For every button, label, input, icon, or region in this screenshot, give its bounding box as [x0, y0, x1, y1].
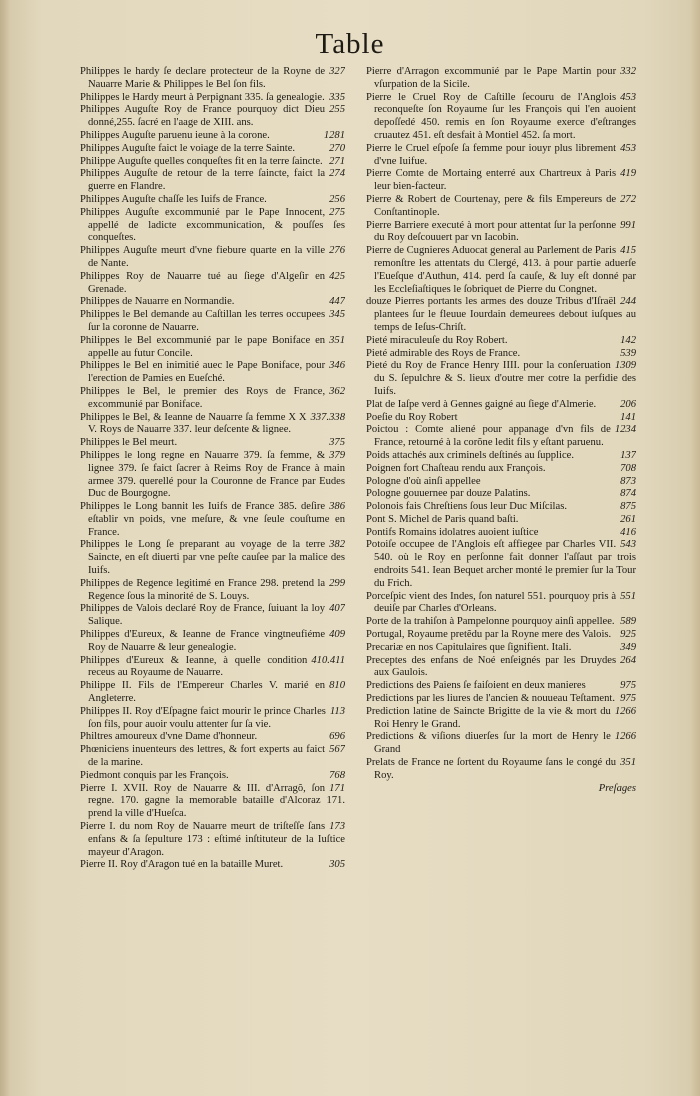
entry-text: Pologne d'où ainſi appellee — [366, 475, 481, 487]
entry-text: Pierre I. XVII. Roy de Nauarre & III. d'Arragõ, ſon regne. 170. gagne la memorable bataille d'Alcoraz 171. prend la ville d'Hueſca. — [80, 782, 345, 820]
entry-text: Potoiſe occupee de l'Anglois eſt affiegee par Charles VII. 540. où le Roy en perſonne fait donner l'aſſaut par trois endroits 541. Iean Bequet archer monté le premier ſur la Tour du Frich. — [366, 539, 636, 589]
entry-page-number: 589 — [620, 616, 636, 628]
entry-page-number: 453 — [620, 91, 636, 103]
index-entry — [366, 539, 636, 590]
index-entry — [366, 501, 636, 514]
index-entry — [80, 156, 345, 169]
entry-page-number: 173 — [329, 821, 345, 833]
entry-page-number: 327 — [329, 66, 345, 77]
entry-page-number: 142 — [620, 334, 636, 346]
entry-text: Piedmont conquis par les François. — [80, 769, 229, 781]
entry-page-number: 410.411 — [311, 654, 345, 666]
entry-text: Predictions des Paiens ſe faiſoient en deux manieres — [366, 680, 586, 692]
entry-text: Philippe Auguſte quelles conqueſtes fit en la terre ſaincte. — [80, 155, 323, 167]
entry-text: Philippes de Regence legitimé en France 298. pretend la Regence ſous la minorité de S. Louys. — [80, 577, 326, 602]
entry-page-number: 113 — [329, 705, 345, 717]
index-entry — [80, 386, 345, 412]
right-column — [366, 66, 636, 1090]
entry-text: Pierre Comte de Mortaing enterré aux Chartreux à Paris leur bien-facteur. — [366, 168, 617, 193]
index-entry — [80, 296, 345, 309]
index-entry — [366, 143, 636, 169]
index-entry — [366, 412, 636, 425]
entry-text: Philippes Auguſte chaſſe les Iuifs de France. — [80, 193, 267, 205]
entry-page-number: 271 — [329, 155, 345, 167]
entry-page-number: 425 — [329, 270, 345, 282]
index-entry — [80, 706, 345, 732]
entry-text: Philippes le long regne en Nauarre 379. ſa femme, & lignee 379. ſe faict ſacrer à Reims Roy de France à main armee 379. querellé pour la Couronne de France par Eudes Duc de Bourgogne. — [80, 449, 345, 500]
index-entry — [80, 731, 345, 744]
entry-text: Pierre & Robert de Courtenay, pere & fils Empereurs de Conſtantinople. — [366, 193, 617, 218]
entry-page-number: 768 — [329, 769, 345, 781]
entry-text: Philippes d'Eureux & Ieanne, à quelle condition receus au Royaume de Nauarre. — [80, 654, 308, 679]
entry-text: Philippes Auguſte de retour de la terre ſaincte, faict la guerre en Flandre. — [80, 168, 326, 193]
entry-text: Philippe II. Fils de l'Empereur Charles V. marié en Angleterre. — [80, 680, 326, 705]
left-column — [80, 66, 345, 1090]
entry-text: Philippes le Bel demande au Caſtillan les terres occupees ſur la coronne de Nauarre. — [80, 309, 326, 333]
page-right-shadow — [690, 0, 700, 1096]
entry-page-number: 264 — [620, 654, 636, 666]
entry-page-number: 874 — [620, 488, 636, 500]
entry-text: Porte de la trahiſon à Pampelonne pourquoy ainſi appellee. — [366, 616, 615, 628]
index-entry — [80, 66, 345, 92]
index-entry — [366, 591, 636, 617]
index-entry — [80, 271, 345, 297]
entry-page-number: 1281 — [323, 129, 345, 141]
index-entry — [366, 463, 636, 476]
index-entry — [80, 412, 345, 438]
index-entry — [80, 437, 345, 450]
entry-page-number: 415 — [620, 245, 636, 257]
entry-page-number: 244 — [620, 296, 636, 308]
entry-page-number: 206 — [620, 398, 636, 410]
entry-page-number: 551 — [620, 590, 636, 602]
index-entry — [80, 680, 345, 706]
entry-page-number: 299 — [329, 577, 345, 589]
entry-text: douze Pierres portants les armes des douze Tribus d'Iſraël plantees ſur le fleuue Iourdain demeurees debout iuſques au temps de Ieſus-Chriſt. — [366, 296, 636, 333]
entry-text: Pieté miraculeuſe du Roy Robert. — [366, 334, 508, 346]
entry-text: Philippes d'Eureux, & Ieanne de France vingtneufiéme Roy de Nauarre & leur genealogie. — [80, 629, 326, 653]
entry-page-number: 255 — [329, 104, 345, 116]
index-entry — [366, 245, 636, 296]
entry-text: Precariæ en nos Capitulaires que ſignifient. Itali. — [366, 641, 572, 653]
entry-page-number: 275 — [329, 206, 345, 218]
entry-text: Polonois fais Chreſtiens ſous leur Duc Miſcilas. — [366, 501, 567, 513]
index-entry — [80, 821, 345, 859]
entry-text: Philippes le Hardy meurt à Perpignant 335. ſa genealogie. — [80, 91, 325, 103]
entry-page-number: 539 — [620, 347, 636, 359]
index-entry — [80, 335, 345, 361]
entry-text: Predictions par les liures de l'ancien & nouueau Teſtament. — [366, 693, 615, 705]
entry-text: Phœniciens inuenteurs des lettres, & fort experts au faict de la marine. — [80, 744, 326, 769]
entry-page-number: 346 — [329, 360, 345, 372]
entry-text: Philippes II. Roy d'Eſpagne faict mourir le prince Charles ſon fils, pour auoir voulu attenter ſur ſa vie. — [80, 705, 326, 730]
index-entry — [366, 168, 636, 194]
entry-text: Philippes Roy de Nauarre tué au ſiege d'Algeſir en Grenade. — [80, 270, 326, 295]
index-entry — [366, 616, 636, 629]
entry-text: Philtres amoureux d'vne Dame d'honneur. — [80, 731, 258, 743]
index-entry — [366, 514, 636, 527]
index-entry — [80, 309, 345, 335]
entry-page-number: 351 — [620, 757, 636, 769]
entry-text: Philippes Auguſte Roy de France pourquoy dict Dieu donné,255. ſacré en l'aage de XIII. ans. — [80, 104, 326, 129]
entry-text: Philippes Auguſte meurt d'vne fiebure quarte en la ville de Nante. — [80, 245, 326, 269]
page-left-shadow — [0, 0, 10, 1096]
entry-text: Porceſpic vient des Indes, ſon naturel 551. pourquoy pris à deuiſe par Charles d'Orleans. — [366, 590, 617, 615]
entry-text: Philippes Auguſte paruenu ieune à la corone. — [80, 129, 270, 141]
index-entry — [80, 539, 345, 577]
index-entry — [366, 706, 636, 732]
entry-page-number: 351 — [329, 334, 345, 346]
index-entry — [366, 92, 636, 143]
entry-text: Poictou : Comte aliené pour appanage d'vn fils de France, retourné à la corõne ledit fils y eſtant paruenu. — [366, 424, 611, 449]
entry-text: Philippes le Long ſe preparant au voyage de la terre Saincte, en eſt diuerti par vne peſte cauſee par la malice des Iuifs. — [80, 539, 345, 577]
catchword: Preſages — [598, 782, 636, 794]
entry-text: Poeſie du Roy Robert — [366, 411, 458, 423]
entry-text: Philippes Auguſte faict le voiage de la terre Sainte. — [80, 142, 296, 154]
entry-text: Prediction latine de Saincte Brigitte de la vie & mort du Roi Henry le Grand. — [366, 705, 611, 730]
entry-page-number: 991 — [620, 219, 636, 231]
index-entry — [80, 450, 345, 501]
entry-page-number: 1266 — [614, 731, 636, 743]
entry-page-number: 447 — [329, 296, 345, 308]
entry-text: Poids attachés aux criminels deſtinés au ſupplice. — [366, 449, 574, 461]
entry-page-number: 379 — [329, 449, 345, 461]
entry-text: Philippes Auguſte excommunié par le Pape Innocent, appellé de ladicte excommunication, & pouſſes ſes conqueſtes. — [80, 206, 345, 244]
index-entry — [80, 207, 345, 245]
entry-page-number: 276 — [329, 245, 345, 257]
index-entry — [366, 527, 636, 540]
entry-text: Preceptes des enfans de Noé enſeignés par les Druydes aux Gaulois. — [366, 654, 617, 679]
entry-page-number: 332 — [620, 66, 636, 77]
index-entry — [80, 104, 345, 130]
index-entry — [366, 194, 636, 220]
entry-text: Philippes le hardy ſe declare protecteur de la Royne de Nauarre Marie & Philippes le Bel ſon fils. — [80, 66, 326, 90]
entry-page-number: 362 — [329, 385, 345, 397]
index-entry — [366, 655, 636, 681]
entry-page-number: 810 — [329, 680, 345, 692]
entry-page-number: 419 — [620, 168, 636, 180]
entry-text: Philippes de Valois declaré Roy de France, ſuiuant la loy Salique. — [80, 603, 326, 628]
index-entry — [80, 194, 345, 207]
index-entry — [80, 168, 345, 194]
entry-page-number: 274 — [329, 168, 345, 180]
entry-text: Pierre le Cruel eſpoſe ſa femme pour iouyr plus librement d'vne Iuifue. — [366, 142, 617, 167]
entry-page-number: 407 — [329, 603, 345, 615]
index-entry — [366, 66, 636, 92]
index-entry — [80, 770, 345, 783]
entry-page-number: 925 — [620, 629, 636, 641]
entry-page-number: 543 — [620, 539, 636, 551]
entry-text: Pont S. Michel de Paris quand baſti. — [366, 513, 519, 525]
entry-page-number: 261 — [620, 513, 636, 525]
index-entry — [80, 859, 345, 872]
entry-page-number: 137 — [620, 449, 636, 461]
index-entry — [366, 399, 636, 412]
entry-text: Philippes le Bel meurt. — [80, 437, 178, 449]
entry-text: Plat de Iaſpe verd à Gennes gaigné au ſiege d'Almerie. — [366, 398, 597, 410]
entry-page-number: 349 — [620, 641, 636, 653]
entry-page-number: 256 — [329, 193, 345, 205]
entry-text: Pierre d'Arragon excommunié par le Pape Martin pour vſurpation de la Sicile. — [366, 66, 617, 90]
entry-page-number: 272 — [620, 193, 636, 205]
index-entry — [80, 245, 345, 271]
index-entry — [366, 424, 636, 450]
index-entry — [80, 744, 345, 770]
index-entry — [366, 220, 636, 246]
entry-text: Pierre Barriere executé à mort pour attentat ſur la perſonne du Roy deſcouuert par vn Iacobin. — [366, 219, 617, 244]
index-entry — [366, 642, 636, 655]
index-entry — [80, 360, 345, 386]
index-entry — [366, 731, 636, 757]
entry-text: Philippes le Bel, & Ieanne de Nauarre ſa femme X X V. Roys de Nauarre 337. leur deſcente & lignee. — [80, 411, 307, 436]
entry-page-number: 270 — [329, 142, 345, 154]
index-entry — [80, 603, 345, 629]
index-entry — [80, 130, 345, 143]
entry-page-number: 975 — [620, 680, 636, 692]
index-entry — [366, 360, 636, 398]
index-entry — [366, 757, 636, 783]
entry-text: Prelats de France ne ſortent du Royaume ſans le congé du Roy. — [366, 757, 617, 781]
entry-text: Pologne gouuernee par douze Palatins. — [366, 488, 531, 500]
index-entry — [80, 92, 345, 105]
entry-page-number: 875 — [620, 501, 636, 513]
entry-page-number: 337.338 — [310, 411, 345, 423]
index-entry — [366, 348, 636, 361]
entry-text: Pierre de Cugnieres Aduocat general au Parlement de Paris remonſtre les attentats du Clergé, 413. à pour partie aduerſe l'Eueſque d'Authun, 414. perd ſa cauſe, & luy eſt donné par les Eccleſiaſtiques le ſobriquet de Pierre du Congnet. — [366, 245, 636, 295]
entry-page-number: 305 — [329, 859, 345, 871]
entry-page-number: 873 — [620, 475, 636, 487]
entry-page-number: 141 — [620, 411, 636, 423]
entry-text: Portugal, Royaume pretẽdu par la Royne mere des Valois. — [366, 629, 612, 641]
entry-text: Philippes le Bel, le premier des Roys de France, excommunié par Boniface. — [80, 385, 326, 410]
entry-text: Philippes le Long bannit les Iuifs de France 385. deſire eſtablir vn poids, vne meſure, & vne ſeule couſtume en France. — [80, 501, 345, 538]
entry-page-number: 171 — [329, 782, 345, 794]
entry-text: Pieté du Roy de France Henry IIII. pour la conſeruation du S. ſepulchre & S. lieux d'outre mer cotre la perfidie des Iuifs. — [366, 360, 636, 397]
entry-page-number: 453 — [620, 142, 636, 154]
entry-text: Pieté admirable des Roys de France. — [366, 347, 521, 359]
index-entry — [366, 450, 636, 463]
index-entry — [80, 655, 345, 681]
index-entry — [366, 693, 636, 706]
index-entry — [366, 296, 636, 334]
entry-text: Philippes le Bel en inimitié auec le Pape Boniface, pour l'erection de Pamies en Eueſché. — [80, 360, 326, 385]
entry-page-number: 409 — [329, 629, 345, 641]
index-entry — [366, 488, 636, 501]
entry-page-number: 335 — [329, 91, 345, 103]
entry-text: Pierre I. du nom Roy de Nauarre meurt de triſteſſe ſans enfans & ſa ſepulture 173 : eſtimé inſtituteur de la Iuſtice mayeur d'Aragon. — [80, 821, 345, 858]
entry-page-number: 708 — [620, 462, 636, 474]
index-entry — [366, 680, 636, 693]
entry-text: Poignen fort Chaſteau rendu aux François. — [366, 462, 546, 474]
entry-page-number: 975 — [620, 693, 636, 705]
entry-text: Predictions & viſions diuerſes ſur la mort de Henry le Grand — [366, 731, 611, 756]
entry-text: Philippes le Bel excommunié par le pape Boniface en appelle au futur Concile. — [80, 334, 326, 359]
entry-page-number: 382 — [329, 539, 345, 551]
entry-page-number: 345 — [329, 309, 345, 321]
index-entry — [80, 578, 345, 604]
index-entry — [80, 501, 345, 539]
index-entry — [366, 335, 636, 348]
index-entry — [366, 476, 636, 489]
entry-page-number: 386 — [329, 501, 345, 513]
entry-page-number: 1309 — [614, 360, 636, 372]
entry-text: Pontifs Romains idolatres auoient iuſtice — [366, 526, 539, 538]
entry-text: Pierre II. Roy d'Aragon tué en la bataille Muret. — [80, 859, 284, 871]
entry-text: Pierre le Cruel Roy de Caſtille ſecouru de l'Anglois reconqueſte ſon Royaume ſur les François qui l'en auoient depoſſedé 450. remis en ſon Royaume exerce d'eſtranges cruautez 451. eſt desfait à Montiel 452. ſa mort. — [366, 91, 636, 141]
index-entry — [80, 783, 345, 821]
entry-page-number: 416 — [620, 526, 636, 538]
index-entry — [366, 629, 636, 642]
entry-text: Philippes de Nauarre en Normandie. — [80, 296, 235, 308]
index-entry — [80, 143, 345, 156]
entry-page-number: 567 — [329, 744, 345, 756]
entry-page-number: 1234 — [614, 424, 636, 436]
entry-page-number: 696 — [329, 731, 345, 743]
entry-page-number: 1266 — [614, 705, 636, 717]
entry-page-number: 375 — [329, 437, 345, 449]
index-entry — [80, 629, 345, 655]
page-title: Table — [315, 28, 385, 60]
